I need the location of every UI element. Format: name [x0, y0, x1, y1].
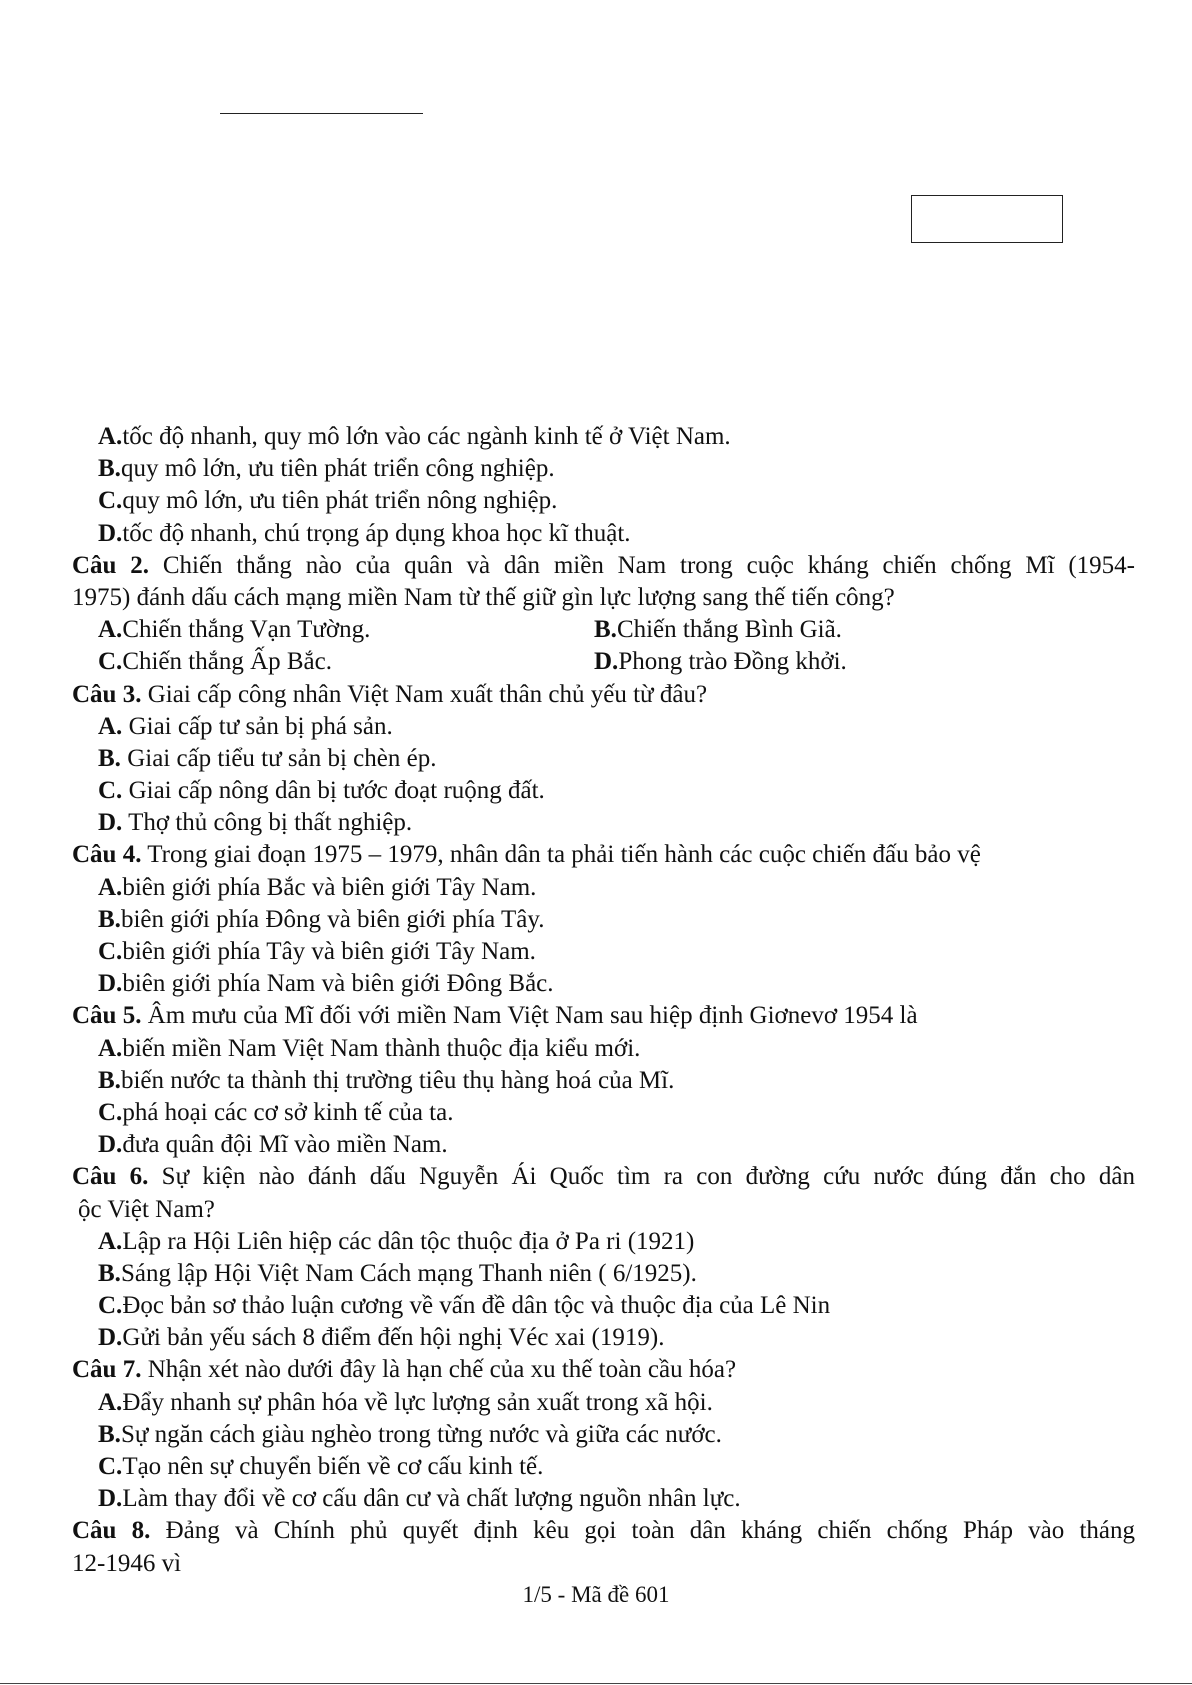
- q2-options-row-2: [72, 646, 1135, 678]
- q1-option-b: B.quy mô lớn, ưu tiên phát triển công nghiệp.: [98, 455, 555, 483]
- q1-option-a: A.tốc độ nhanh, quy mô lớn vào các ngành kinh tế ở Việt Nam.: [98, 423, 731, 450]
- q1-option-d: D.tốc độ nhanh, chú trọng áp dụng khoa học kĩ thuật.: [98, 519, 631, 547]
- q2-stem-cont: 1975) đánh dấu cách mạng miền Nam từ thế giữ gìn lực lượng sang thế tiến công?: [72, 583, 895, 611]
- q6-option-d: D.Gửi bản yếu sách 8 điểm đến hội nghị Véc xai (1919).: [98, 1324, 665, 1352]
- question-content: [72, 421, 1135, 1580]
- q6-option-a: A.Lập ra Hội Liên hiệp các dân tộc thuộc địa ở Pa ri (1921): [98, 1227, 695, 1255]
- header-rule: [220, 113, 423, 114]
- q7-option-a: A.Đẩy nhanh sự phân hóa về lực lượng sản xuất trong xã hội.: [98, 1388, 713, 1416]
- q7-option-c: C.Tạo nên sự chuyển biến về cơ cấu kinh tế.: [98, 1453, 544, 1480]
- exam-code-box: [911, 195, 1063, 243]
- q2-options-row-1: [72, 614, 1135, 646]
- q4-option-d: D.biên giới phía Nam và biên giới Đông Bắc.: [98, 970, 554, 998]
- q7-stem: Câu 7. Nhận xét nào dưới đây là hạn chế của xu thế toàn cầu hóa?: [72, 1356, 737, 1384]
- q2-option-d: D.Phong trào Đồng khởi.: [594, 648, 847, 676]
- q3-stem: Câu 3. Giai cấp công nhân Việt Nam xuất thân chủ yếu từ đâu?: [72, 680, 708, 708]
- q5-option-b: B.biến nước ta thành thị trường tiêu thụ hàng hoá của Mĩ.: [98, 1066, 675, 1094]
- q3-option-d: D. Thợ thủ công bị thất nghiệp.: [98, 809, 413, 837]
- q5-option-a: A.biến miền Nam Việt Nam thành thuộc địa kiểu mới.: [98, 1034, 641, 1062]
- q5-option-c: C.phá hoại các cơ sở kinh tế của ta.: [98, 1098, 454, 1126]
- q1-option-c: C.quy mô lớn, ưu tiên phát triển nông nghiệp.: [98, 487, 558, 515]
- q4-option-b: B.biên giới phía Đông và biên giới phía Tây.: [98, 905, 545, 933]
- q4-option-a: A.biên giới phía Bắc và biên giới Tây Nam.: [98, 873, 537, 901]
- q4-stem: Câu 4. Trong giai đoạn 1975 – 1979, nhân dân ta phải tiến hành các cuộc chiến đấu bảo vệ: [72, 841, 981, 869]
- page-footer: 1/5 - Mã đề 601: [522, 1582, 670, 1607]
- q6-stem-cont: ộc Việt Nam?: [78, 1195, 215, 1223]
- q2-option-b: B.Chiến thắng Bình Giã.: [594, 616, 842, 644]
- q2-option-c: C.Chiến thắng Ấp Bắc.: [98, 648, 332, 676]
- q3-option-c: C. Giai cấp nông dân bị tước đoạt ruộng đất.: [98, 777, 545, 805]
- q7-option-b: B.Sự ngăn cách giàu nghèo trong từng nước và giữa các nước.: [98, 1420, 722, 1448]
- q4-option-c: C.biên giới phía Tây và biên giới Tây Nam.: [98, 938, 536, 965]
- q5-option-d: D.đưa quân đội Mĩ vào miền Nam.: [98, 1131, 448, 1159]
- bottom-rule: [0, 1683, 1192, 1684]
- q6-option-c: C.Đọc bản sơ thảo luận cương về vấn đề dân tộc và thuộc địa của Lê Nin: [98, 1292, 831, 1320]
- q6-stem: Câu 6. Sự kiện nào đánh dấu Nguyễn Ái Quốc tìm ra con đường cứu nước đúng đắn cho dân: [72, 1163, 1135, 1191]
- q7-option-d: D.Làm thay đổi về cơ cấu dân cư và chất lượng nguồn nhân lực.: [98, 1485, 741, 1513]
- q6-option-b: B.Sáng lập Hội Việt Nam Cách mạng Thanh niên ( 6/1925).: [98, 1259, 697, 1287]
- q2-stem: Câu 2. Chiến thắng nào của quân và dân miền Nam trong cuộc kháng chiến chống Mĩ (1954-: [72, 551, 1135, 579]
- q3-option-b: B. Giai cấp tiểu tư sản bị chèn ép.: [98, 744, 437, 772]
- q3-option-a: A. Giai cấp tư sản bị phá sản.: [98, 712, 393, 740]
- q2-option-a: A.Chiến thắng Vạn Tường.: [98, 616, 371, 644]
- q8-stem-cont: 12-1946 vì: [72, 1549, 182, 1577]
- q5-stem: Câu 5. Âm mưu của Mĩ đối với miền Nam Việt Nam sau hiệp định Giơnevơ 1954 là: [72, 1002, 918, 1030]
- q8-stem: Câu 8. Đảng và Chính phủ quyết định kêu gọi toàn dân kháng chiến chống Pháp vào tháng: [72, 1517, 1135, 1545]
